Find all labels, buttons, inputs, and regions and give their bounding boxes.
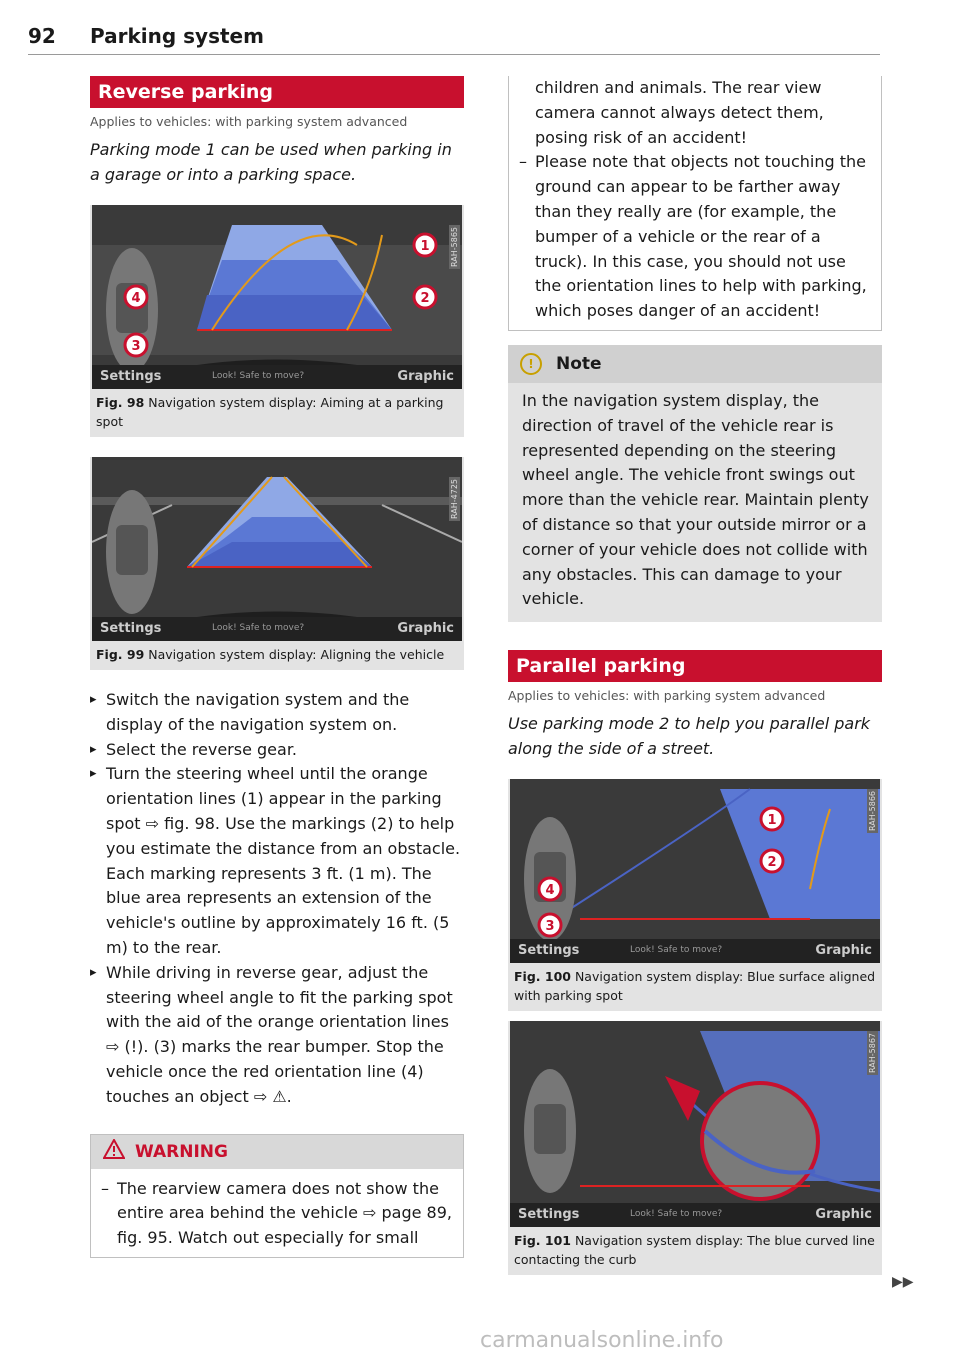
display-status-bar <box>92 617 462 641</box>
instruction-item: ▸ Switch the navigation system and the display of the navigation system on. <box>90 688 464 738</box>
graphic-label: Graphic <box>815 943 872 959</box>
figure-98-image <box>92 205 462 389</box>
display-status-bar <box>92 365 462 389</box>
warning-item: – The rearview camera does not show the entire area behind the vehicle ⇨ page 89, fig. 95. Watch out especially for small <box>101 1177 453 1251</box>
graphic-label: Graphic <box>397 369 454 384</box>
warning-box <box>90 1134 464 1258</box>
figure-99-image <box>92 457 462 641</box>
figure-101-caption <box>508 1227 882 1269</box>
warning-header <box>91 1135 463 1169</box>
svg-text:3: 3 <box>131 339 141 354</box>
figure-101-image <box>510 1021 880 1227</box>
settings-label: Settings <box>518 943 580 959</box>
svg-text:1: 1 <box>767 813 777 829</box>
figure-100-caption <box>508 963 882 1005</box>
applies-note: Applies to vehicles: with parking system advanced <box>90 114 408 129</box>
note-title: Note <box>556 353 602 374</box>
warning-item: – Please note that objects not touching the ground can appear to be farther away than they really are (for example, the bumper of a vehicle or the rear of a truck). In this case, you should not use the orientation lines to help with parking, which poses danger of an accident! <box>519 150 871 324</box>
right-column <box>508 76 882 1275</box>
svg-text:1: 1 <box>420 239 430 254</box>
exclamation-circle-icon: ! <box>520 353 542 375</box>
svg-text:2: 2 <box>767 855 777 871</box>
figure-code: RAH-4725 <box>450 479 459 519</box>
figure-98 <box>90 205 464 437</box>
section-title-reverse-parking: Reverse parking <box>90 76 464 108</box>
warning-title: WARNING <box>135 1141 228 1162</box>
caption-text: Navigation system display: Blue surface aligned with parking spot <box>514 969 876 1004</box>
note-text: In the navigation system display, the direction of travel of the vehicle rear is represented depending on the steering wheel angle. The vehicle front swings out more than the vehicle rear. Maintain plenty of distance so that your outside mirror or a corner of your vehicle does not collide with any obstacles. This can damage to your vehicle. <box>522 390 869 609</box>
safety-warning-label: Look! Safe to move? <box>212 623 305 633</box>
figure-label: Fig. 98 <box>96 395 145 410</box>
warning-triangle-icon <box>103 1139 125 1164</box>
svg-text:4: 4 <box>131 291 141 306</box>
page-header <box>28 24 880 55</box>
figure-code: RAH-5867 <box>868 1033 877 1074</box>
settings-label: Settings <box>518 1207 580 1223</box>
caption-text: Navigation system display: Aiming at a parking spot <box>96 395 444 429</box>
section-title-parallel-parking: Parallel parking <box>508 650 882 682</box>
figure-code: RAH-5865 <box>450 227 459 267</box>
warning-body <box>91 1169 463 1257</box>
figure-code: RAH-5866 <box>868 791 877 832</box>
figure-label: Fig. 101 <box>514 1233 571 1249</box>
safety-warning-label: Look! Safe to move? <box>212 371 305 381</box>
svg-text:2: 2 <box>420 291 430 306</box>
instruction-item: ▸ Select the reverse gear. <box>90 738 464 763</box>
figure-label: Fig. 100 <box>514 969 571 985</box>
figure-100 <box>508 779 882 1011</box>
note-header <box>508 345 882 383</box>
warning-item-continued: children and animals. The rear view camera cannot always detect them, posing risk of an accident! <box>535 78 824 147</box>
instruction-item: ▸ Turn the steering wheel until the orange orientation lines (1) appear in the parking spot ⇨ fig. 98. Use the markings (2) to help you estimate the distance from an obstacle. Each marking represents 3 ft. (1 m). The blue area represents an extension of the vehicle's outline by approximately 16 ft. (5 m) to the rear. <box>90 762 464 960</box>
watermark: carmanualsonline.info <box>480 1328 724 1353</box>
instruction-list <box>90 688 464 1110</box>
note-box <box>508 345 882 622</box>
page-number: 92 <box>28 24 56 48</box>
warning-continuation <box>508 76 882 331</box>
graphic-label: Graphic <box>397 621 454 636</box>
safety-warning-label: Look! Safe to move? <box>630 1209 723 1220</box>
left-column <box>90 76 464 1258</box>
figure-100-image <box>510 779 880 963</box>
applies-note: Applies to vehicles: with parking system advanced <box>508 688 826 704</box>
figure-99-caption <box>90 641 464 664</box>
caption-text: Navigation system display: Aligning the vehicle <box>148 647 445 662</box>
display-status-bar <box>510 939 880 963</box>
svg-text:3: 3 <box>545 919 555 935</box>
figure-98-caption <box>90 389 464 431</box>
display-status-bar <box>510 1203 880 1227</box>
caption-text: Navigation system display: The blue curved line contacting the curb <box>514 1233 875 1268</box>
graphic-label: Graphic <box>815 1207 872 1223</box>
instruction-item: ▸ While driving in reverse gear, adjust the steering wheel angle to fit the parking spot with the aid of the orange orientation lines ⇨ (!). (3) marks the rear bumper. Stop the vehicle once the red orientation line (4) touches an object ⇨ ⚠. <box>90 961 464 1110</box>
figure-label: Fig. 99 <box>96 647 145 662</box>
safety-warning-label: Look! Safe to move? <box>630 945 723 956</box>
page-title: Parking system <box>90 24 264 48</box>
figure-99 <box>90 457 464 670</box>
svg-text:4: 4 <box>545 883 555 899</box>
intro-text: Parking mode 1 can be used when parking in a garage or into a parking space. <box>90 140 452 184</box>
settings-label: Settings <box>100 621 162 636</box>
continue-arrow-icon: ▶▶ <box>892 1274 914 1290</box>
intro-text: Use parking mode 2 to help you parallel park along the side of a street. <box>508 714 871 759</box>
settings-label: Settings <box>100 369 162 384</box>
figure-101 <box>508 1021 882 1275</box>
